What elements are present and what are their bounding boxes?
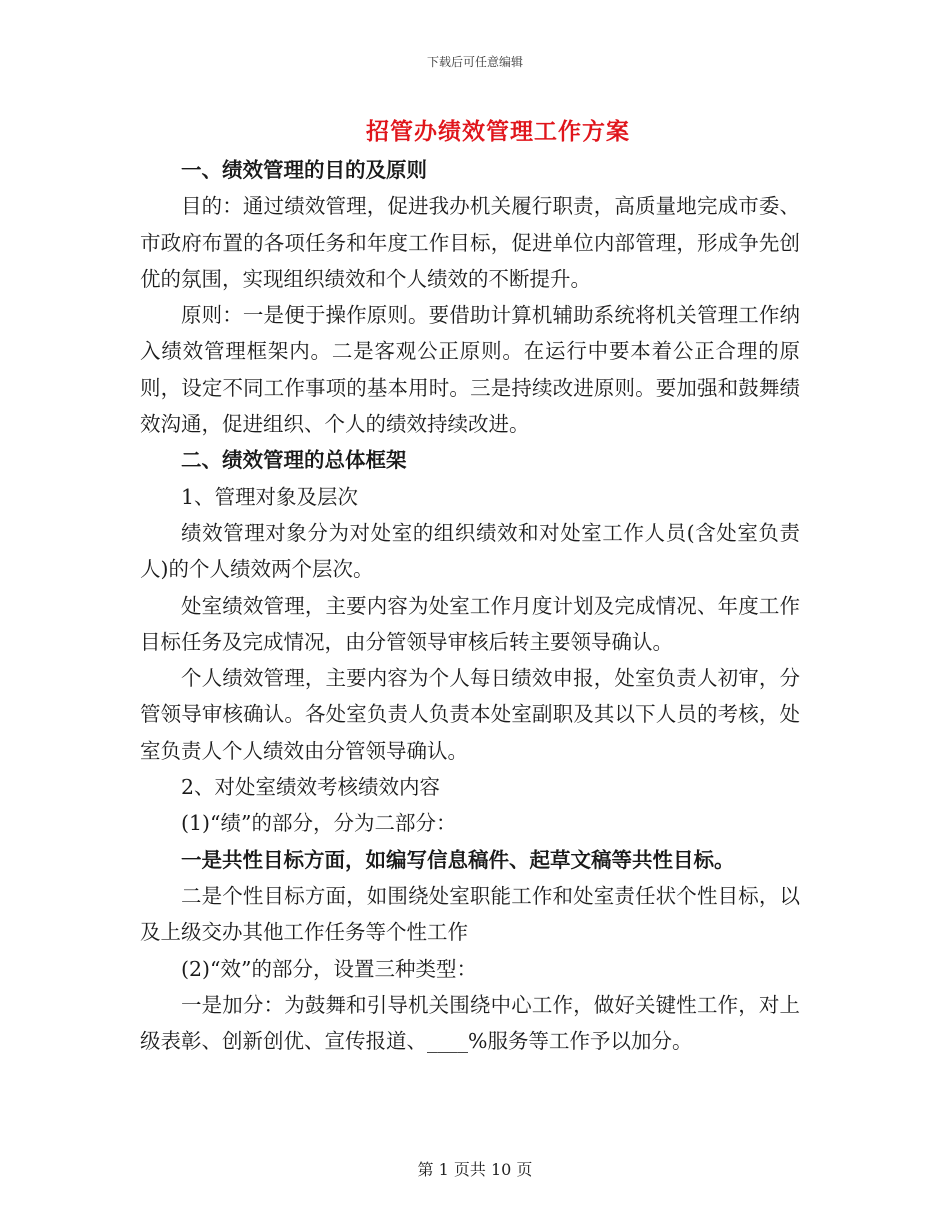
subsection-heading: 1、管理对象及层次 bbox=[181, 484, 359, 509]
document-body bbox=[140, 152, 800, 1059]
section-heading: 二、绩效管理的总体框架 bbox=[181, 448, 407, 473]
paragraph: 处室绩效管理，主要内容为处室工作月度计划及完成情况、年度工作目标任务及完成情况，由分管领导审核后转主要领导确认。 bbox=[140, 593, 800, 654]
paragraph: 一是加分：为鼓舞和引导机关围绕中心工作，做好关键性工作，对上级表彰、创新创优、宣传报道、____%服务等工作予以加分。 bbox=[140, 992, 800, 1054]
document-title: 招管办绩效管理工作方案 bbox=[366, 118, 630, 145]
paragraph: 原则：一是便于操作原则。要借助计算机辅助系统将机关管理工作纳入绩效管理框架内。二是客观公正原则。在运行中要本着公正合理的原则，设定不同工作事项的基本用时。三是持续改进原则。要加强和鼓舞绩效沟通，促进组织、个人的绩效持续改进。 bbox=[140, 303, 800, 437]
page-footer: 第 1 页共 10 页 bbox=[417, 1160, 533, 1179]
paragraph: (2)“效”的部分，设置三种类型： bbox=[181, 956, 477, 981]
paragraph: 二是个性目标方面，如围绕处室职能工作和处室责任状个性目标，以及上级交办其他工作任务等个性工作 bbox=[140, 883, 800, 945]
subsection-heading: 2、对处室绩效考核绩效内容 bbox=[181, 775, 441, 800]
paragraph: 目的：通过绩效管理，促进我办机关履行职责，高质量地完成市委、市政府布置的各项任务和年度工作目标，促进单位内部管理，形成争先创优的氛围，实现组织绩效和个人绩效的不断提升。 bbox=[140, 194, 800, 291]
paragraph: 绩效管理对象分为对处室的组织绩效和对处室工作人员(含处室负责人)的个人绩效两个层次。 bbox=[140, 520, 800, 582]
paragraph: 个人绩效管理，主要内容为个人每日绩效申报，处室负责人初审，分管领导审核确认。各处室负责人负责本处室副职及其以下人员的考核，处室负责人个人绩效由分管领导确认。 bbox=[140, 666, 800, 763]
header-note: 下载后可任意编辑 bbox=[426, 55, 523, 69]
paragraph: (1)“绩”的部分，分为二部分： bbox=[181, 811, 457, 836]
section-heading: 一、绩效管理的目的及原则 bbox=[181, 158, 427, 182]
paragraph-bold: 一是共性目标方面，如编写信息稿件、起草文稿等共性目标。 bbox=[181, 847, 735, 872]
